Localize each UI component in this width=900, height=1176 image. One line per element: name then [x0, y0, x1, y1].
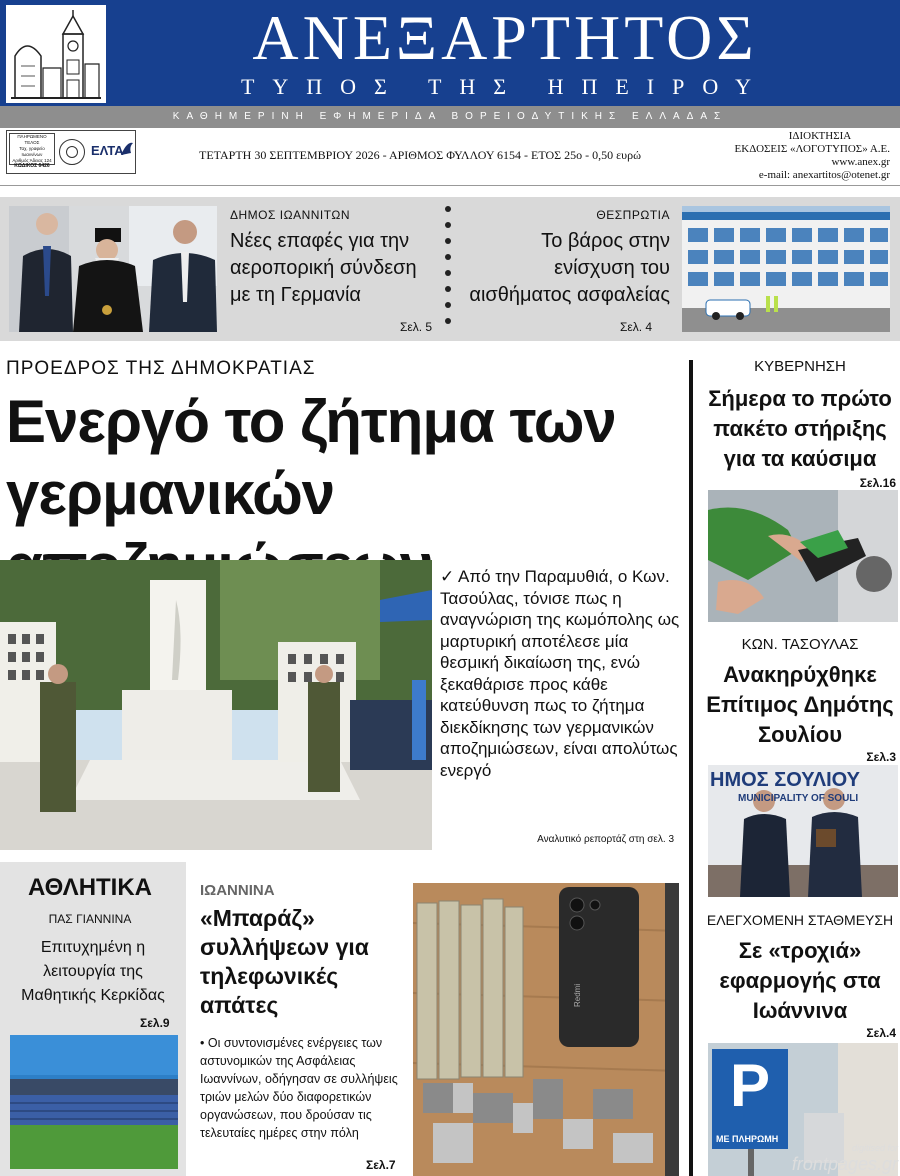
- lead-lede: ✓ Από την Παραμυθιά, ο Κων. Τασούλας, τόνισε πως η αναγνώριση της κωμόπολης ως μαρτυρική αποτέλεσε μία θεσμική δικαίωση της, ενώ ξεκαθάρισε προς κάθε κατεύθυνση πως το ζήτημα διεκδίκησης των γερμανικών αποζημιώσεων, είναι απολύτως ενεργό: [440, 567, 680, 780]
- sidebar1-kicker: ΚΥΒΕΡΝΗΣΗ: [754, 358, 846, 375]
- ioannina-kicker: ΙΩΑΝΝΙΝΑ: [200, 882, 275, 899]
- watermark: [762, 1140, 898, 1172]
- separator-line: [0, 185, 900, 186]
- sidebar1-page: Σελ.16: [859, 476, 896, 490]
- sports-page: Σελ.9: [140, 1016, 170, 1030]
- parking-sign-text: ΜΕ ΠΛΗΡΩΜΗ: [716, 1134, 779, 1144]
- lead-report-ref[interactable]: Αναλυτικό ρεπορτάζ στη σελ. 3: [537, 834, 674, 845]
- logo-illustration: [6, 5, 106, 103]
- sidebar2-headline[interactable]: Ανακηρύχθηκε Επίτιμος Δημότης Σουλίου: [706, 662, 894, 747]
- parking-p-icon: P: [730, 1052, 771, 1119]
- sidebar3-page: Σελ.4: [866, 1026, 896, 1040]
- newspaper-subtitle: ΤΥΠΟΣ ΤΗΣ ΗΠΕΙΡΟΥ: [240, 74, 770, 99]
- postage-title: ΠΛΗΡΩΜΕΝΟ ΤΕΛΟΣ: [17, 134, 47, 145]
- sidebar2-kicker: ΚΩΝ. ΤΑΣΟΥΛΑΣ: [741, 636, 859, 653]
- sports-kicker: ΠΑΣ ΓΙΑΝΝΙΝΑ: [48, 912, 132, 926]
- story1-page: Σελ. 5: [400, 320, 433, 334]
- clock-tower-logo: [7, 6, 105, 102]
- photo-stadium: [10, 1035, 178, 1169]
- photo-honorary-citizen: [708, 765, 898, 897]
- owner-name: ΕΚΔΟΣΕΙΣ «ΛΟΓΟΤΥΠΟΣ» Α.Ε.: [734, 143, 890, 155]
- lead-headline-line2: γερμανικών: [6, 460, 335, 527]
- story1-kicker: ΔΗΜΟΣ ΙΩΑΝΝΙΤΩΝ: [230, 208, 350, 222]
- ioannina-page: Σελ.7: [366, 1158, 396, 1172]
- souli-sign-en: MUNICIPALITY OF SOULI: [738, 793, 859, 804]
- photo-seized-phone-cash: [413, 883, 679, 1176]
- sports-headline[interactable]: Επιτυχημένη η λειτουργία της Μαθητικής Κερκίδας: [21, 939, 165, 1004]
- postage-box: [6, 130, 136, 174]
- story2-page: Σελ. 4: [620, 320, 653, 334]
- postage-permit: Αριθμός Άδειας 124: [12, 158, 52, 163]
- ioannina-headline[interactable]: «Μπαράζ» συλλήψεων για τηλεφωνικές απάτες: [200, 905, 369, 1018]
- sidebar2-page: Σελ.3: [866, 750, 896, 764]
- issue-line: ΤΕΤΑΡΤΗ 30 ΣΕΠΤΕΜΒΡΙΟΥ 2026 - ΑΡΙΘΜΟΣ ΦΥΛΛΟΥ 6154 - ΕΤΟΣ 25ο - 0,50 ευρώ: [198, 148, 641, 162]
- tagline: ΚΑΘΗΜΕΡΙΝΗ ΕΦΗΜΕΡΙΔΑ ΒΟΡΕΙΟΔΥΤΙΚΗΣ ΕΛΛΑΔΑΣ: [0, 106, 900, 128]
- column-divider: [689, 360, 693, 1176]
- story2-kicker: ΘΕΣΠΡΩΤΙΑ: [596, 208, 670, 222]
- sports-section-title: ΑΘΛΗΤΙΚΑ: [27, 874, 153, 901]
- lead-kicker: ΠΡΟΕΔΡΟΣ ΤΗΣ ΔΗΜΟΚΡΑΤΙΑΣ: [6, 358, 316, 379]
- postage-code: ΚΩΔΙΚΟΣ 6426: [14, 163, 50, 169]
- sidebar1-headline[interactable]: Σήμερα το πρώτο πακέτο στήριξης για τα καύσιμα: [708, 386, 892, 471]
- postage-office: Ταχ. γραφείο Ιωαννίνων: [19, 146, 45, 157]
- watermark-line1: digitised for: [851, 1143, 898, 1153]
- story2-headline[interactable]: Το βάρος στην ενίσχυση του αισθήματος ασφαλείας: [469, 230, 670, 306]
- lead-headline-line1: Ενεργό το ζήτημα των: [6, 388, 616, 455]
- story1-headline[interactable]: Νέες επαφές για την αεροπορική σύνδεση με τη Γερμανία: [230, 230, 417, 306]
- elta-logo: ΕΛΤΑ: [91, 143, 124, 158]
- newspaper-title: ΑΝΕΞΑΡΤΗΤΟΣ: [252, 2, 758, 73]
- postage-stamp: [9, 133, 55, 165]
- sidebar3-kicker: ΕΛΕΓΧΟΜΕΝΗ ΣΤΑΘΜΕΥΣΗ: [706, 912, 894, 928]
- souli-sign: ΗΜΟΣ ΣΟΥΛΙΟΥ: [710, 769, 860, 791]
- phone-brand-text: Redmi: [573, 983, 582, 1007]
- elta-bird-icon: [119, 139, 135, 159]
- owner-label: ΙΔΙΟΚΤΗΣΙΑ: [788, 130, 852, 142]
- photo-police-building: [682, 206, 890, 332]
- sidebar3-headline[interactable]: Σε «τροχιά» εφαρμογής στα Ιωάννινα: [719, 938, 881, 1023]
- photo-memorial: [0, 560, 432, 850]
- photo-officials: [9, 206, 217, 332]
- watermark-line2: frontpages.gr: [791, 1154, 898, 1174]
- email-link[interactable]: e-mail: anexartitos@otenet.gr: [758, 169, 890, 181]
- ownership-info: [690, 130, 890, 182]
- ioannina-body: • Οι συντονισμένες ενέργειες των αστυνομικών της Ασφάλειας Ιωαννίνων, οδήγησαν σε συλλήψεις τριών μελών δύο διαφορετικών οργανώσεων, που δρούσαν τις τελευταίες ημέρες στην πόλη: [200, 1036, 398, 1140]
- photo-fuel-nozzle: [708, 490, 898, 622]
- website-link[interactable]: www.anex.gr: [831, 156, 890, 168]
- elta-seal-icon: [59, 139, 85, 165]
- dotted-divider: [442, 205, 454, 335]
